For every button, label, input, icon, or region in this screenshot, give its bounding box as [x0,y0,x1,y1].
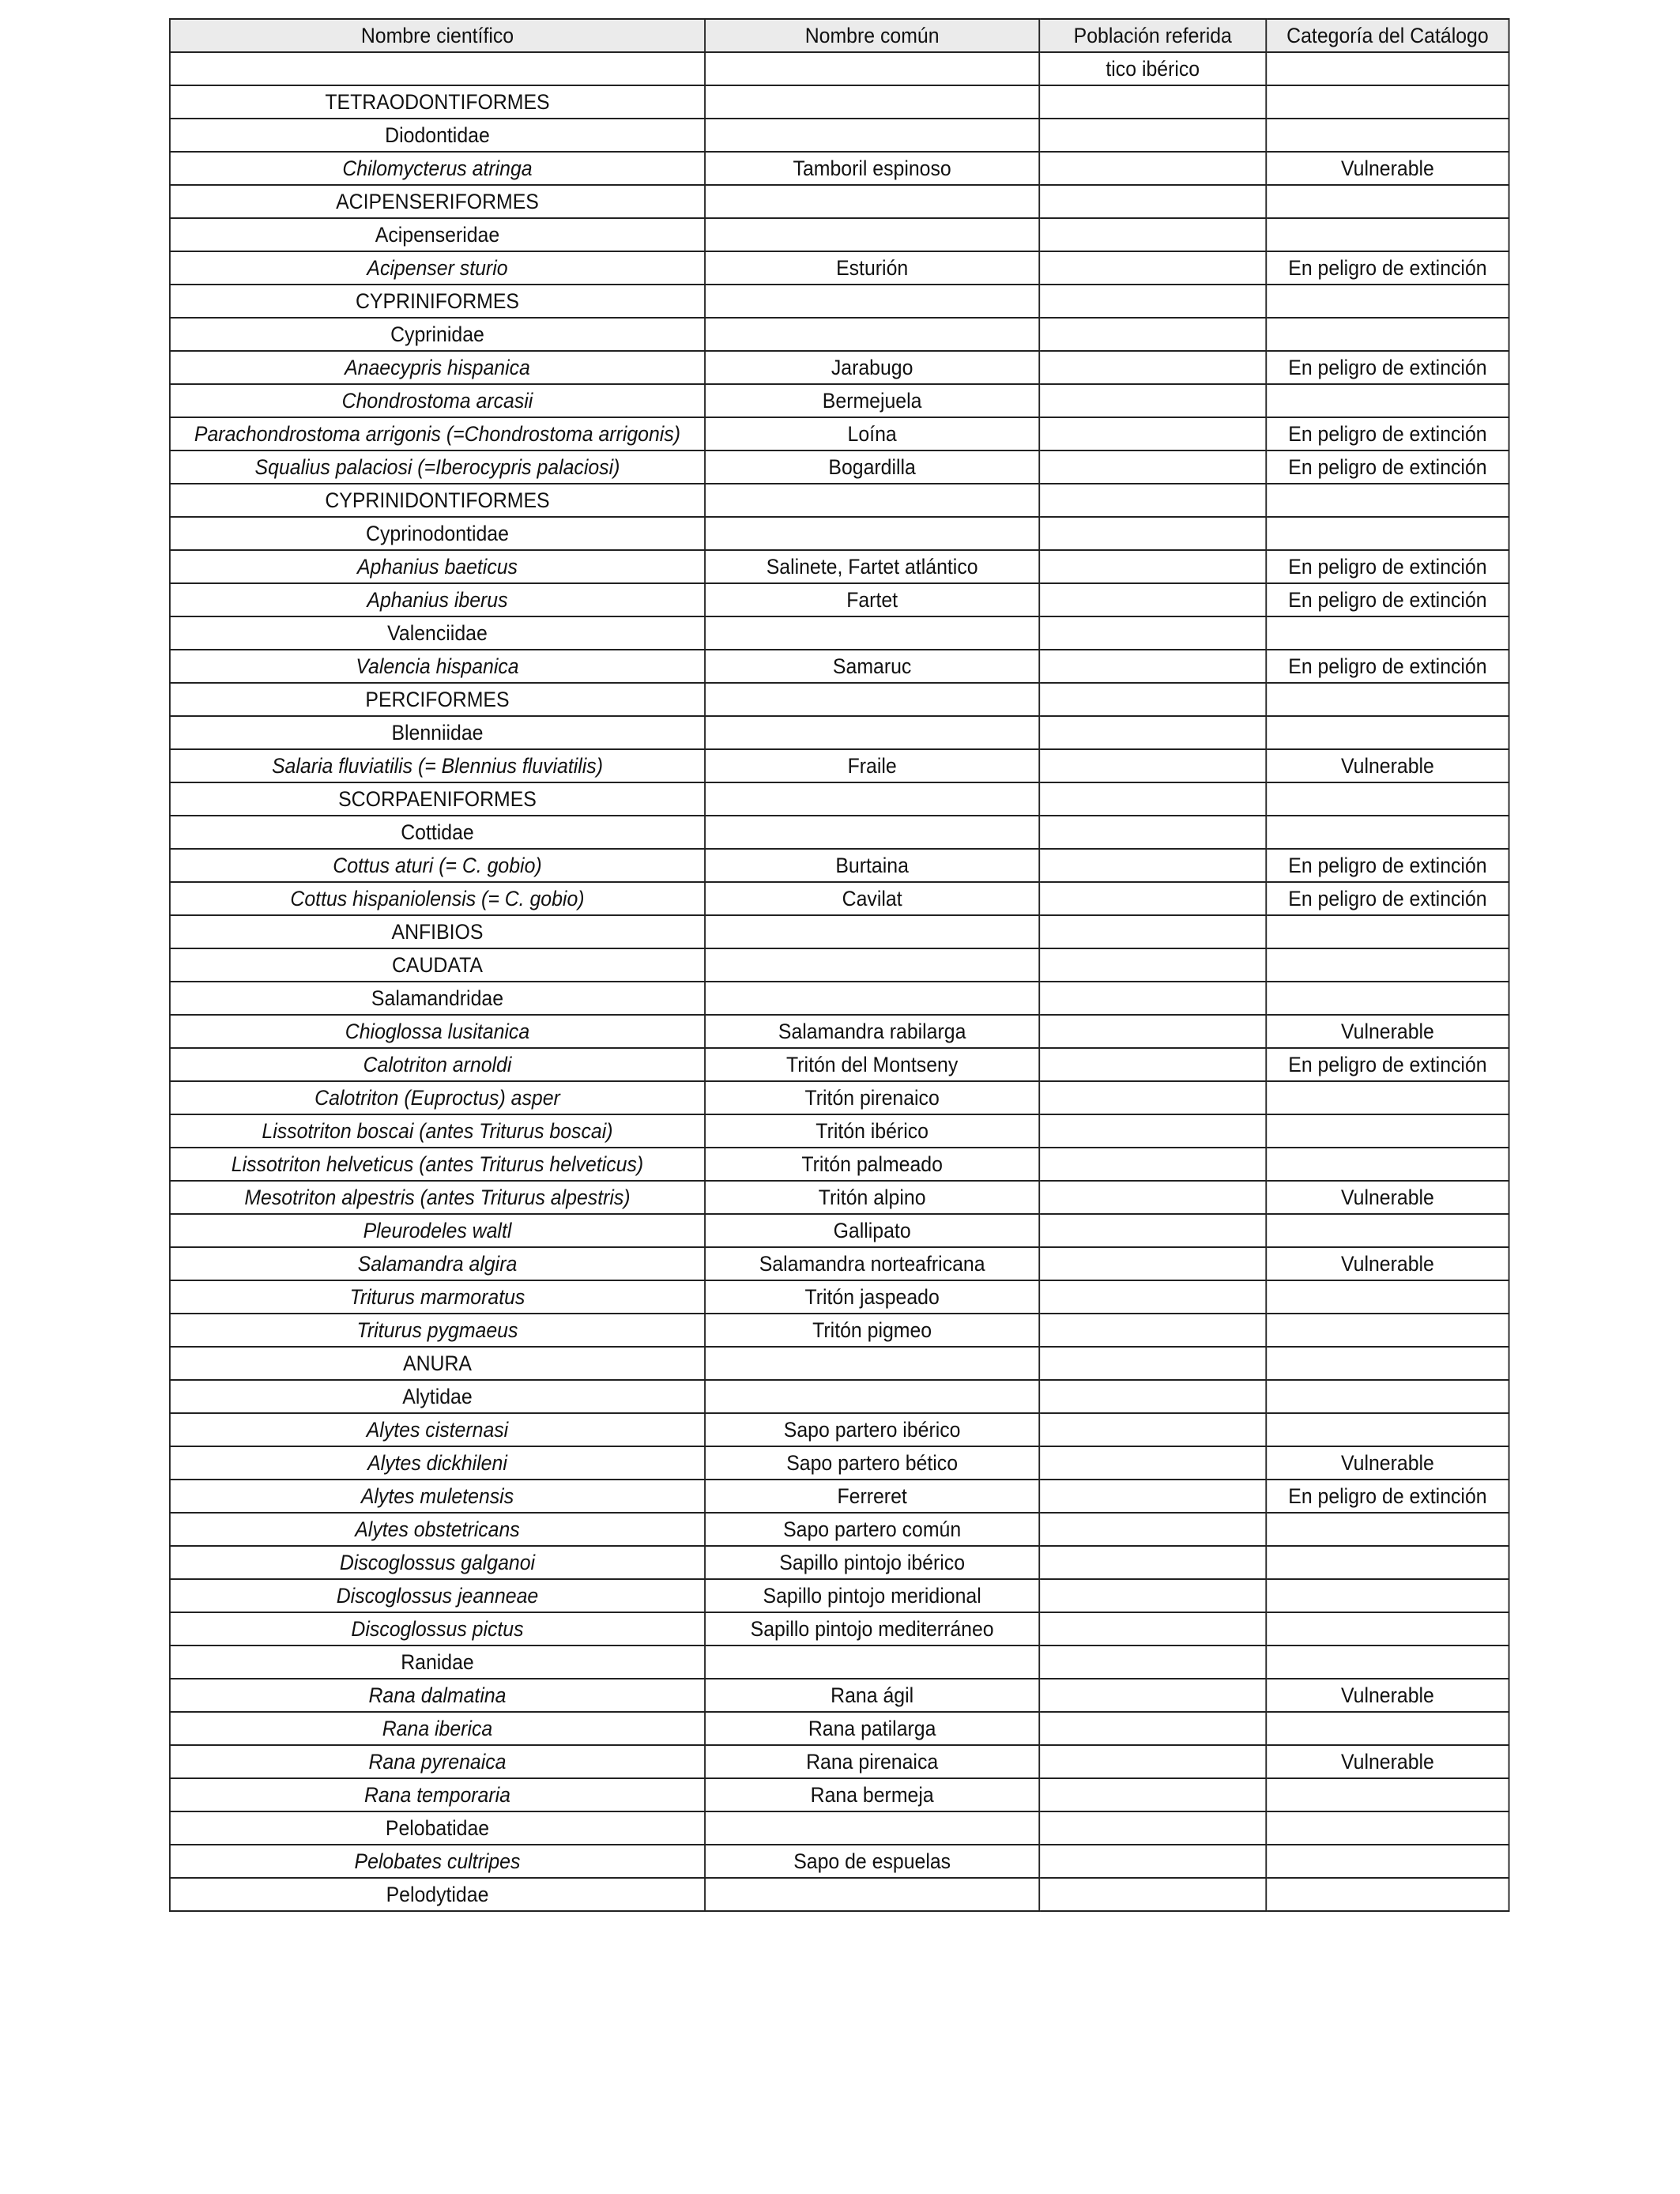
cell-population [1039,285,1266,318]
cell-catalog-category [1266,1778,1509,1811]
cell-population [1039,1513,1266,1546]
cell-scientific-name: Aphanius iberus [170,583,705,616]
cell-catalog-category [1266,1214,1509,1247]
table-row [170,1314,1509,1347]
cell-common-name: Fraile [705,749,1039,782]
cell-population [1039,1878,1266,1911]
table-row [170,384,1509,417]
table-row [170,1247,1509,1280]
table-row [170,1148,1509,1181]
cell-catalog-category [1266,1811,1509,1845]
table-row [170,218,1509,251]
cell-scientific-name: Diodontidae [170,119,705,152]
cell-scientific-name: Cyprinodontidae [170,517,705,550]
cell-catalog-category [1266,218,1509,251]
table-row [170,1114,1509,1148]
cell-scientific-name: Valencia hispanica [170,650,705,683]
cell-scientific-name: Rana iberica [170,1712,705,1745]
table-row [170,52,1509,85]
cell-catalog-category [1266,1148,1509,1181]
cell-catalog-category [1266,119,1509,152]
cell-scientific-name: Alytes dickhileni [170,1446,705,1480]
cell-scientific-name: Salamandridae [170,982,705,1015]
cell-common-name: Tritón del Montseny [705,1048,1039,1081]
cell-scientific-name: Parachondrostoma arrigonis (=Chondrostoma arrigonis) [170,417,705,450]
table-row [170,417,1509,450]
table-row [170,1745,1509,1778]
cell-population [1039,1778,1266,1811]
cell-common-name [705,517,1039,550]
table-row [170,1878,1509,1911]
table-row [170,816,1509,849]
table-row [170,1579,1509,1612]
cell-scientific-name: Chondrostoma arcasii [170,384,705,417]
table-row [170,318,1509,351]
cell-catalog-category [1266,915,1509,948]
cell-common-name [705,1347,1039,1380]
cell-population [1039,782,1266,816]
cell-common-name: Gallipato [705,1214,1039,1247]
cell-common-name: Rana bermeja [705,1778,1039,1811]
cell-population [1039,616,1266,650]
cell-common-name: Sapo partero común [705,1513,1039,1546]
cell-scientific-name: CYPRINIDONTIFORMES [170,484,705,517]
cell-catalog-category: En peligro de extinción [1266,351,1509,384]
table-row [170,152,1509,185]
table-row [170,1546,1509,1579]
cell-scientific-name [170,52,705,85]
cell-scientific-name: Pelodytidae [170,1878,705,1911]
cell-scientific-name: Alytes obstetricans [170,1513,705,1546]
cell-scientific-name: Mesotriton alpestris (antes Triturus alpestris) [170,1181,705,1214]
cell-common-name: Rana ágil [705,1679,1039,1712]
cell-scientific-name: SCORPAENIFORMES [170,782,705,816]
cell-catalog-category [1266,683,1509,716]
table-row [170,882,1509,915]
table-row [170,782,1509,816]
table-row [170,1646,1509,1679]
cell-common-name [705,318,1039,351]
cell-catalog-category [1266,1646,1509,1679]
cell-catalog-category: En peligro de extinción [1266,650,1509,683]
cell-population [1039,1646,1266,1679]
cell-scientific-name: Cottidae [170,816,705,849]
cell-common-name: Tamboril espinoso [705,152,1039,185]
cell-scientific-name: Ranidae [170,1646,705,1679]
cell-scientific-name: Anaecypris hispanica [170,351,705,384]
cell-population [1039,1546,1266,1579]
cell-catalog-category [1266,782,1509,816]
header-population: Población referida [1039,19,1266,52]
cell-common-name [705,816,1039,849]
cell-catalog-category [1266,1280,1509,1314]
cell-population [1039,85,1266,119]
table-row [170,982,1509,1015]
cell-common-name [705,1811,1039,1845]
table-row [170,450,1509,484]
table-row [170,85,1509,119]
cell-common-name: Burtaina [705,849,1039,882]
cell-common-name: Salamandra rabilarga [705,1015,1039,1048]
cell-catalog-category [1266,1845,1509,1878]
cell-common-name: Sapo partero ibérico [705,1413,1039,1446]
cell-common-name: Salamandra norteafricana [705,1247,1039,1280]
cell-population [1039,683,1266,716]
cell-population [1039,1446,1266,1480]
cell-scientific-name: PERCIFORMES [170,683,705,716]
cell-catalog-category: En peligro de extinción [1266,417,1509,450]
table-row [170,185,1509,218]
cell-common-name [705,683,1039,716]
cell-population [1039,1314,1266,1347]
cell-catalog-category: Vulnerable [1266,1446,1509,1480]
cell-common-name [705,185,1039,218]
table-header [170,19,1509,52]
cell-population [1039,1148,1266,1181]
table-row [170,517,1509,550]
cell-population [1039,1114,1266,1148]
table-row [170,1081,1509,1114]
cell-common-name: Sapillo pintojo meridional [705,1579,1039,1612]
cell-common-name: Bogardilla [705,450,1039,484]
cell-scientific-name: Aphanius baeticus [170,550,705,583]
cell-catalog-category [1266,1114,1509,1148]
cell-catalog-category [1266,318,1509,351]
table-row [170,948,1509,982]
cell-population [1039,251,1266,285]
cell-scientific-name: Blenniidae [170,716,705,749]
cell-common-name: Sapo de espuelas [705,1845,1039,1878]
cell-common-name: Esturión [705,251,1039,285]
cell-scientific-name: Discoglossus pictus [170,1612,705,1646]
cell-population [1039,816,1266,849]
cell-catalog-category: En peligro de extinción [1266,450,1509,484]
table-row [170,749,1509,782]
cell-catalog-category [1266,285,1509,318]
table-row [170,251,1509,285]
cell-scientific-name: Alytes muletensis [170,1480,705,1513]
cell-scientific-name: Discoglossus jeanneae [170,1579,705,1612]
cell-catalog-category: En peligro de extinción [1266,849,1509,882]
table-row [170,1513,1509,1546]
cell-population [1039,1347,1266,1380]
table-row [170,915,1509,948]
cell-population [1039,1247,1266,1280]
cell-catalog-category: En peligro de extinción [1266,583,1509,616]
cell-population [1039,1712,1266,1745]
cell-population [1039,1380,1266,1413]
table-row [170,683,1509,716]
cell-scientific-name: Acipenser sturio [170,251,705,285]
cell-population [1039,1811,1266,1845]
table-row [170,351,1509,384]
cell-common-name: Samaruc [705,650,1039,683]
table-row [170,1280,1509,1314]
cell-scientific-name: Chioglossa lusitanica [170,1015,705,1048]
cell-scientific-name: Cyprinidae [170,318,705,351]
cell-common-name: Tritón pirenaico [705,1081,1039,1114]
cell-common-name: Fartet [705,583,1039,616]
cell-population [1039,119,1266,152]
cell-catalog-category: En peligro de extinción [1266,550,1509,583]
cell-scientific-name: Calotriton (Euproctus) asper [170,1081,705,1114]
cell-catalog-category [1266,384,1509,417]
cell-population [1039,915,1266,948]
cell-catalog-category [1266,1413,1509,1446]
cell-common-name: Tritón pigmeo [705,1314,1039,1347]
cell-scientific-name: Triturus marmoratus [170,1280,705,1314]
table-row [170,484,1509,517]
cell-common-name: Bermejuela [705,384,1039,417]
header-catalog-category: Categoría del Catálogo [1266,19,1509,52]
cell-population [1039,1048,1266,1081]
cell-population [1039,1579,1266,1612]
cell-population [1039,384,1266,417]
cell-population [1039,849,1266,882]
cell-population [1039,417,1266,450]
cell-common-name: Sapo partero bético [705,1446,1039,1480]
table-row [170,716,1509,749]
cell-catalog-category: Vulnerable [1266,1745,1509,1778]
cell-population [1039,749,1266,782]
cell-population [1039,484,1266,517]
cell-population [1039,1214,1266,1247]
cell-population [1039,517,1266,550]
table-row [170,1347,1509,1380]
cell-scientific-name: CAUDATA [170,948,705,982]
cell-scientific-name: Alytidae [170,1380,705,1413]
cell-population [1039,318,1266,351]
cell-scientific-name: Pleurodeles waltl [170,1214,705,1247]
cell-catalog-category [1266,185,1509,218]
cell-common-name [705,285,1039,318]
table-row [170,285,1509,318]
header-common-name: Nombre común [705,19,1039,52]
cell-population [1039,650,1266,683]
cell-common-name: Tritón ibérico [705,1114,1039,1148]
cell-catalog-category [1266,1513,1509,1546]
header-row [170,19,1509,52]
cell-common-name: Tritón jaspeado [705,1280,1039,1314]
table-row [170,650,1509,683]
table-row [170,1778,1509,1811]
cell-population [1039,152,1266,185]
cell-population [1039,185,1266,218]
cell-catalog-category [1266,1081,1509,1114]
cell-population [1039,982,1266,1015]
cell-catalog-category [1266,1612,1509,1646]
cell-population [1039,450,1266,484]
cell-common-name: Rana patilarga [705,1712,1039,1745]
cell-scientific-name: Lissotriton boscai (antes Triturus boscai) [170,1114,705,1148]
cell-scientific-name: Calotriton arnoldi [170,1048,705,1081]
cell-common-name: Sapillo pintojo mediterráneo [705,1612,1039,1646]
cell-scientific-name: ANFIBIOS [170,915,705,948]
cell-scientific-name: Acipenseridae [170,218,705,251]
cell-catalog-category [1266,85,1509,119]
cell-common-name [705,616,1039,650]
cell-common-name: Tritón palmeado [705,1148,1039,1181]
cell-population [1039,1745,1266,1778]
cell-common-name [705,948,1039,982]
cell-common-name [705,85,1039,119]
cell-catalog-category [1266,948,1509,982]
cell-catalog-category [1266,716,1509,749]
cell-common-name [705,484,1039,517]
cell-population: tico ibérico [1039,52,1266,85]
cell-common-name: Jarabugo [705,351,1039,384]
cell-common-name [705,915,1039,948]
cell-population [1039,1015,1266,1048]
cell-common-name [705,218,1039,251]
cell-catalog-category [1266,1347,1509,1380]
cell-scientific-name: Pelobates cultripes [170,1845,705,1878]
cell-common-name [705,982,1039,1015]
cell-common-name: Ferreret [705,1480,1039,1513]
cell-scientific-name: Valenciidae [170,616,705,650]
table-row [170,1446,1509,1480]
cell-population [1039,1480,1266,1513]
table-row [170,1015,1509,1048]
cell-scientific-name: Squalius palaciosi (=Iberocypris palaciosi) [170,450,705,484]
cell-catalog-category [1266,1314,1509,1347]
cell-catalog-category: Vulnerable [1266,1015,1509,1048]
header-scientific-name: Nombre científico [170,19,705,52]
cell-catalog-category: Vulnerable [1266,1247,1509,1280]
cell-population [1039,716,1266,749]
cell-population [1039,583,1266,616]
cell-common-name: Salinete, Fartet atlántico [705,550,1039,583]
table-row [170,1480,1509,1513]
table-row [170,1811,1509,1845]
table-row [170,550,1509,583]
cell-common-name [705,52,1039,85]
cell-catalog-category [1266,517,1509,550]
cell-scientific-name: Pelobatidae [170,1811,705,1845]
cell-catalog-category [1266,982,1509,1015]
table-row [170,1679,1509,1712]
cell-common-name: Cavilat [705,882,1039,915]
cell-population [1039,1612,1266,1646]
species-table [169,18,1509,1912]
cell-scientific-name: Alytes cisternasi [170,1413,705,1446]
cell-common-name: Loína [705,417,1039,450]
cell-common-name: Tritón alpino [705,1181,1039,1214]
cell-population [1039,550,1266,583]
cell-catalog-category: En peligro de extinción [1266,1048,1509,1081]
cell-catalog-category [1266,484,1509,517]
cell-catalog-category: Vulnerable [1266,749,1509,782]
table-row [170,1048,1509,1081]
table-row [170,616,1509,650]
table-row [170,1380,1509,1413]
table-row [170,1712,1509,1745]
cell-scientific-name: Rana pyrenaica [170,1745,705,1778]
cell-catalog-category [1266,52,1509,85]
table-row [170,1214,1509,1247]
cell-catalog-category [1266,616,1509,650]
table-row [170,583,1509,616]
cell-catalog-category [1266,1878,1509,1911]
table-row [170,1612,1509,1646]
cell-common-name: Rana pirenaica [705,1745,1039,1778]
cell-catalog-category: En peligro de extinción [1266,882,1509,915]
cell-common-name [705,1380,1039,1413]
cell-population [1039,218,1266,251]
cell-population [1039,1081,1266,1114]
cell-catalog-category: En peligro de extinción [1266,251,1509,285]
cell-scientific-name: Chilomycterus atringa [170,152,705,185]
cell-scientific-name: Rana temporaria [170,1778,705,1811]
cell-catalog-category: Vulnerable [1266,152,1509,185]
cell-catalog-category [1266,1546,1509,1579]
cell-common-name [705,119,1039,152]
cell-scientific-name: Cottus aturi (= C. gobio) [170,849,705,882]
table-row [170,1413,1509,1446]
table-body [170,52,1509,1911]
cell-scientific-name: Triturus pygmaeus [170,1314,705,1347]
cell-catalog-category [1266,816,1509,849]
cell-common-name [705,782,1039,816]
cell-population [1039,1413,1266,1446]
cell-scientific-name: ANURA [170,1347,705,1380]
cell-scientific-name: Salaria fluviatilis (= Blennius fluviatilis) [170,749,705,782]
cell-catalog-category [1266,1712,1509,1745]
cell-scientific-name: TETRAODONTIFORMES [170,85,705,119]
cell-common-name [705,1878,1039,1911]
cell-catalog-category [1266,1380,1509,1413]
cell-catalog-category: Vulnerable [1266,1679,1509,1712]
table-row [170,849,1509,882]
cell-scientific-name: Salamandra algira [170,1247,705,1280]
cell-population [1039,1181,1266,1214]
cell-population [1039,1679,1266,1712]
cell-catalog-category: Vulnerable [1266,1181,1509,1214]
cell-scientific-name: Discoglossus galganoi [170,1546,705,1579]
table-row [170,1181,1509,1214]
cell-scientific-name: Cottus hispaniolensis (= C. gobio) [170,882,705,915]
cell-population [1039,351,1266,384]
cell-common-name: Sapillo pintojo ibérico [705,1546,1039,1579]
cell-population [1039,948,1266,982]
cell-common-name [705,716,1039,749]
cell-common-name [705,1646,1039,1679]
cell-scientific-name: Lissotriton helveticus (antes Triturus helveticus) [170,1148,705,1181]
table-row [170,119,1509,152]
table-row [170,1845,1509,1878]
cell-population [1039,882,1266,915]
cell-population [1039,1845,1266,1878]
cell-population [1039,1280,1266,1314]
cell-scientific-name: Rana dalmatina [170,1679,705,1712]
cell-scientific-name: CYPRINIFORMES [170,285,705,318]
cell-catalog-category: En peligro de extinción [1266,1480,1509,1513]
cell-scientific-name: ACIPENSERIFORMES [170,185,705,218]
cell-catalog-category [1266,1579,1509,1612]
